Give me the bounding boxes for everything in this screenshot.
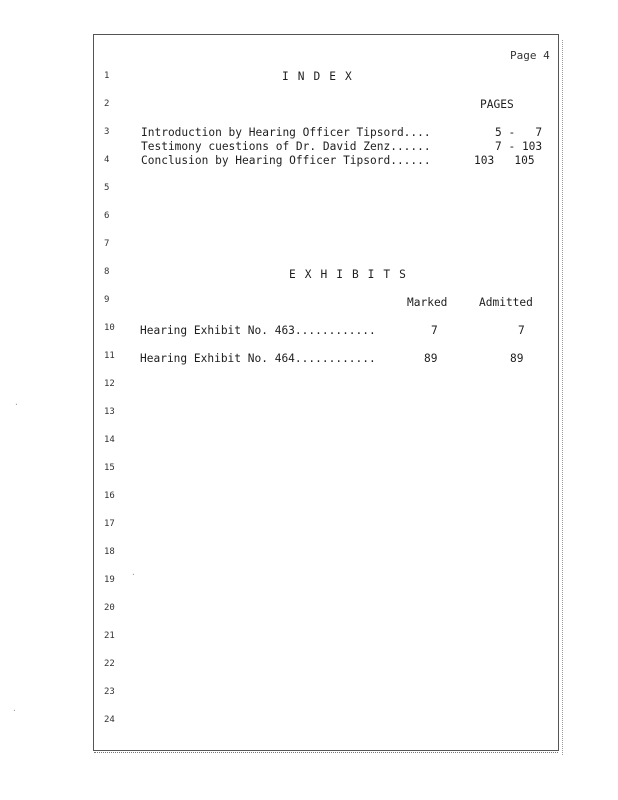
line-number: 3 bbox=[104, 127, 110, 137]
line-number: 19 bbox=[104, 575, 115, 585]
pages-column-header: PAGES bbox=[480, 98, 514, 111]
exhibit-label: Hearing Exhibit No. 463............ bbox=[140, 324, 376, 337]
line-number: 23 bbox=[104, 687, 115, 697]
line-number: 9 bbox=[104, 295, 110, 305]
index-heading: INDEX bbox=[282, 70, 361, 83]
line-number: 1 bbox=[104, 71, 110, 81]
line-number: 16 bbox=[104, 491, 115, 501]
line-number: 2 bbox=[104, 99, 110, 109]
exhibit-label: Hearing Exhibit No. 464............ bbox=[140, 352, 376, 365]
page-number: Page 4 bbox=[510, 49, 550, 62]
line-number: 13 bbox=[104, 407, 115, 417]
line-number: 15 bbox=[104, 463, 115, 473]
exhibit-marked: 89 bbox=[424, 352, 438, 365]
index-entry-pages: 7 - 103 bbox=[495, 140, 543, 153]
line-number: 4 bbox=[104, 155, 110, 165]
exhibit-admitted: 7 bbox=[518, 324, 525, 337]
line-number: 11 bbox=[104, 351, 115, 361]
marked-column-header: Marked bbox=[407, 296, 448, 309]
scan-speck: · bbox=[14, 400, 19, 409]
scan-speck: · bbox=[131, 570, 136, 579]
line-number: 14 bbox=[104, 435, 115, 445]
line-number: 22 bbox=[104, 659, 115, 669]
index-entry-title: Testimony cuestions of Dr. David Zenz...... bbox=[141, 140, 431, 153]
scan-edge bbox=[562, 40, 563, 755]
line-number: 7 bbox=[104, 239, 110, 249]
exhibit-marked: 7 bbox=[431, 324, 438, 337]
index-entry-pages: 103 105 bbox=[474, 154, 535, 167]
index-entry-title: Introduction by Hearing Officer Tipsord.... bbox=[141, 126, 431, 139]
line-number: 24 bbox=[104, 715, 115, 725]
index-entry-pages: 5 - 7 bbox=[495, 126, 543, 139]
scan-speck: · bbox=[12, 706, 17, 715]
line-number: 8 bbox=[104, 267, 110, 277]
line-number: 6 bbox=[104, 211, 110, 221]
admitted-column-header: Admitted bbox=[479, 296, 533, 309]
exhibits-heading: EXHIBITS bbox=[289, 268, 415, 281]
exhibit-admitted: 89 bbox=[510, 352, 524, 365]
line-number: 20 bbox=[104, 603, 115, 613]
line-number: 12 bbox=[104, 379, 115, 389]
line-number: 17 bbox=[104, 519, 115, 529]
line-number: 18 bbox=[104, 547, 115, 557]
line-number: 5 bbox=[104, 183, 110, 193]
index-entry-title: Conclusion by Hearing Officer Tipsord...... bbox=[141, 154, 431, 167]
line-number: 21 bbox=[104, 631, 115, 641]
line-number: 10 bbox=[104, 323, 115, 333]
